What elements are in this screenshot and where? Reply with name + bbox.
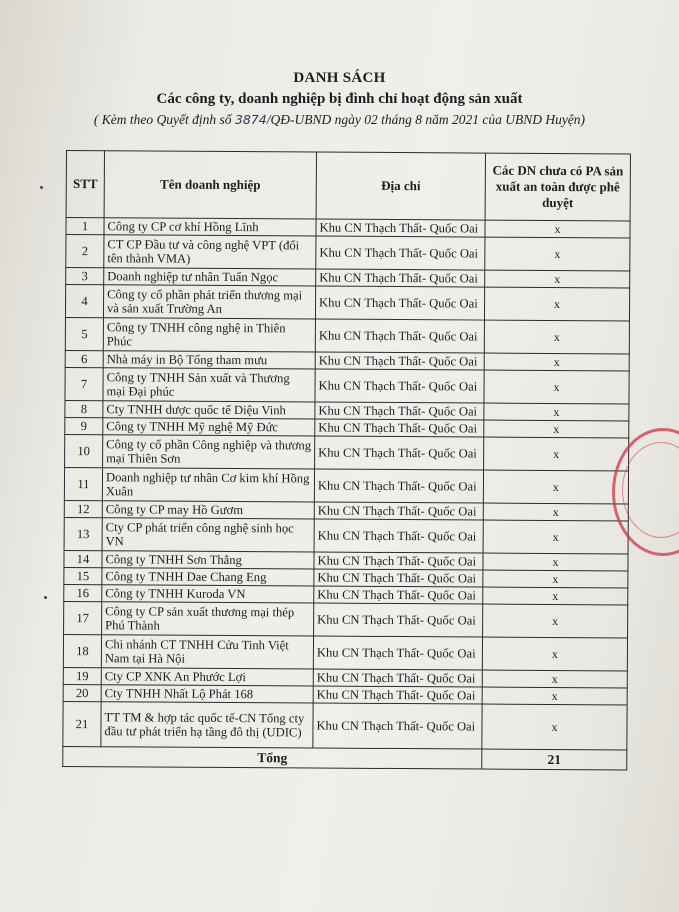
row-status-mark: x <box>483 503 628 521</box>
row-status-mark: x <box>483 604 628 638</box>
table-row <box>64 467 628 503</box>
row-address: Khu CN Thạch Thất- Quốc Oai <box>316 236 485 270</box>
row-stt: 15 <box>64 567 102 584</box>
row-company-name: Cty TNHH dược quốc tế Diệu Vinh <box>103 401 315 419</box>
decision-reference-prefix: ( Kèm theo Quyết định số <box>93 112 235 127</box>
row-stt: 19 <box>63 667 101 684</box>
decision-number-handwritten: 3874 <box>234 112 267 127</box>
row-company-name: CT CP Đầu tư và công nghệ VPT (đổi tên thành VMA) <box>104 235 316 269</box>
row-status-mark: x <box>484 287 629 321</box>
row-company-name: Doanh nghiệp tư nhân Tuấn Ngọc <box>104 268 316 286</box>
row-company-name: Công ty cổ phần phát triển thương mại và sản xuất Trường An <box>103 285 315 319</box>
row-status-mark: x <box>484 353 629 371</box>
row-stt: 4 <box>65 285 103 318</box>
table-header-row <box>66 151 630 221</box>
header-status: Các DN chưa có PA sản xuất an toàn được phê duyệt <box>485 153 630 221</box>
row-address: Khu CN Thạch Thất- Quốc Oai <box>313 686 482 704</box>
row-status-mark: x <box>483 470 628 504</box>
row-stt: 8 <box>65 400 103 417</box>
total-label: Tổng <box>63 746 482 769</box>
table-row <box>66 235 630 271</box>
row-status-mark: x <box>485 220 630 238</box>
row-stt: 9 <box>65 417 103 434</box>
row-address: Khu CN Thạch Thất- Quốc Oai <box>314 552 483 570</box>
header-company-name: Tên doanh nghiệp <box>104 151 316 219</box>
row-address: Khu CN Thạch Thất- Quốc Oai <box>315 286 484 320</box>
row-company-name: Công ty cổ phần Công nghiệp và thương mại Thiên Sơn <box>103 435 315 469</box>
row-status-mark: x <box>484 370 629 404</box>
table-row <box>63 634 627 670</box>
row-stt: 16 <box>64 584 102 601</box>
row-status-mark: x <box>484 420 629 438</box>
row-company-name: Công ty TNHH Mỹ nghệ Mỹ Đức <box>103 418 315 436</box>
row-stt: 21 <box>63 701 101 746</box>
row-stt: 17 <box>64 601 102 634</box>
row-address: Khu CN Thạch Thất- Quốc Oai <box>316 219 485 237</box>
row-status-mark: x <box>484 320 629 354</box>
decision-reference-suffix: /QĐ-UBND ngày 02 tháng 8 năm 2021 của UBND Huyện) <box>266 112 586 127</box>
row-address: Khu CN Thạch Thất- Quốc Oai <box>314 502 483 520</box>
row-status-mark: x <box>483 520 628 554</box>
row-company-name: TT TM & hợp tác quốc tế-CN Tổng cty đầu tư phát triển hạ tầng đô thị (UDIC) <box>101 702 313 748</box>
row-stt: 6 <box>65 350 103 367</box>
row-stt: 14 <box>64 550 102 567</box>
row-address: Khu CN Thạch Thất- Quốc Oai <box>316 269 485 287</box>
row-status-mark: x <box>484 403 629 421</box>
table-row <box>64 601 628 637</box>
row-status-mark: x <box>482 637 627 671</box>
row-address: Khu CN Thạch Thất- Quốc Oai <box>314 603 483 637</box>
row-stt: 18 <box>63 634 101 667</box>
row-address: Khu CN Thạch Thất- Quốc Oai <box>315 352 484 370</box>
row-stt: 1 <box>66 218 104 235</box>
table-row <box>65 434 629 470</box>
row-stt: 10 <box>65 434 103 467</box>
row-status-mark: x <box>483 570 628 588</box>
row-company-name: Cty TNHH Nhất Lộ Phát 168 <box>101 685 313 703</box>
row-stt: 5 <box>65 317 103 350</box>
row-status-mark: x <box>484 437 629 471</box>
paper-speck <box>40 186 43 189</box>
paper-speck <box>44 596 47 599</box>
row-status-mark: x <box>482 670 627 688</box>
row-address: Khu CN Thạch Thất- Quốc Oai <box>314 586 483 604</box>
row-address: Khu CN Thạch Thất- Quốc Oai <box>314 569 483 587</box>
total-value: 21 <box>482 749 627 770</box>
company-list-table <box>62 150 631 770</box>
row-stt: 13 <box>64 517 102 550</box>
row-address: Khu CN Thạch Thất- Quốc Oai <box>315 369 484 403</box>
row-company-name: Công ty TNHH Sản xuất và Thương mại Đại phúc <box>103 368 315 402</box>
row-address: Khu CN Thạch Thất- Quốc Oai <box>315 402 484 420</box>
row-company-name: Công ty TNHH Dae Chang Eng <box>102 568 314 586</box>
header-stt: STT <box>66 151 104 218</box>
row-status-mark: x <box>485 270 630 288</box>
row-address: Khu CN Thạch Thất- Quốc Oai <box>315 436 484 470</box>
row-company-name: Công ty TNHH Kuroda VN <box>102 585 314 603</box>
row-stt: 12 <box>64 500 102 517</box>
table-row <box>65 285 629 321</box>
document-title: DANH SÁCH <box>293 70 386 86</box>
row-company-name: Chi nhánh CT TNHH Cửu Tinh Việt Nam tại Hà Nội <box>101 635 313 669</box>
row-status-mark: x <box>483 587 628 605</box>
table-row <box>64 517 628 553</box>
row-company-name: Công ty CP cơ khí Hồng Lĩnh <box>104 218 316 236</box>
table-row <box>63 701 627 749</box>
document-subtitle: Các công ty, doanh nghiệp bị đình chỉ hoạt động sản xuất <box>156 91 523 107</box>
row-address: Khu CN Thạch Thất- Quốc Oai <box>314 519 483 553</box>
total-row <box>63 746 627 769</box>
row-address: Khu CN Thạch Thất- Quốc Oai <box>313 669 482 687</box>
row-stt: 20 <box>63 684 101 701</box>
row-stt: 7 <box>65 367 103 400</box>
row-company-name: Công ty CP sản xuất thương mại thép Phú Thành <box>102 602 314 636</box>
row-company-name: Cty CP XNK An Phước Lợi <box>101 668 313 686</box>
row-stt: 2 <box>66 235 104 268</box>
decision-reference <box>0 112 679 128</box>
row-status-mark: x <box>483 553 628 571</box>
row-company-name: Doanh nghiệp tư nhân Cơ kim khí Hồng Xuân <box>102 468 314 502</box>
row-address: Khu CN Thạch Thất- Quốc Oai <box>313 703 482 749</box>
row-status-mark: x <box>482 704 627 750</box>
row-stt: 3 <box>66 268 104 285</box>
row-company-name: Công ty TNHH Sơn Thắng <box>102 551 314 569</box>
row-address: Khu CN Thạch Thất- Quốc Oai <box>315 319 484 353</box>
row-address: Khu CN Thạch Thất- Quốc Oai <box>314 469 483 503</box>
row-address: Khu CN Thạch Thất- Quốc Oai <box>313 636 482 670</box>
row-company-name: Công ty CP may Hồ Gươm <box>102 501 314 519</box>
row-company-name: Cty CP phát triển công nghệ sinh học VN <box>102 518 314 552</box>
row-status-mark: x <box>485 237 630 271</box>
row-address: Khu CN Thạch Thất- Quốc Oai <box>315 419 484 437</box>
table-row <box>65 367 629 403</box>
table-row <box>65 317 629 353</box>
row-company-name: Công ty TNHH công nghệ in Thiên Phúc <box>103 318 315 352</box>
row-company-name: Nhà máy in Bộ Tổng tham mưu <box>103 351 315 369</box>
row-stt: 11 <box>64 467 102 500</box>
row-status-mark: x <box>482 687 627 705</box>
header-address: Địa chỉ <box>316 152 485 220</box>
